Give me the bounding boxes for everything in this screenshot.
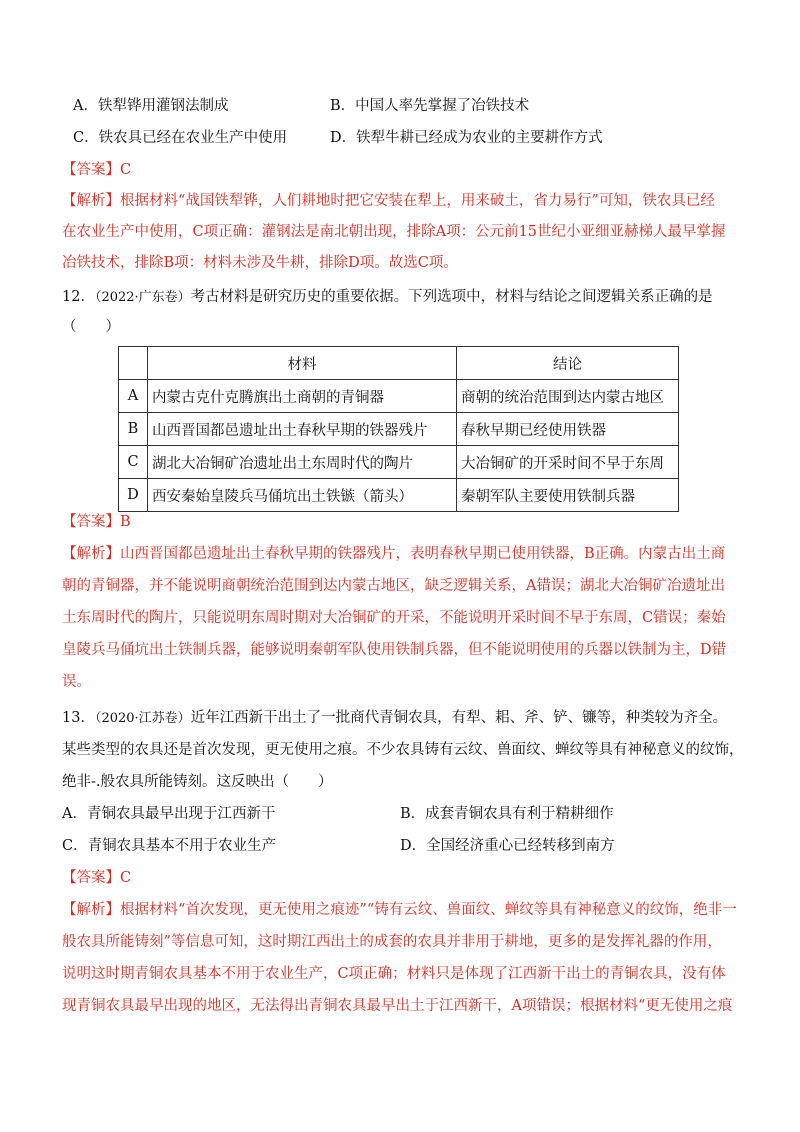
q12-analysis-line-1: [62, 544, 725, 564]
analysis-tag: 【解析】: [62, 193, 120, 209]
q12-analysis-line-2: 朝的青铜器，并不能说明商朝统治范围到达内蒙古地区，缺乏逻辑关系，A错误；湖北大冶铜矿冶遗址出: [62, 578, 725, 594]
answer-value: C: [120, 162, 132, 178]
answer-value: B: [120, 514, 131, 530]
q12-blank: （ ）: [62, 319, 120, 335]
q13-analysis-line-2: 般农具所能铸刻”等信息可知，这时期江西出土的成套的农具并非用于耕地，更多的是发挥礼器的作用，: [62, 934, 722, 950]
q13-analysis-line-3: 说明这时期青铜农具基本不用于农业生产，C项正确；材料只是体现了江西新干出土的青铜农具，没有体: [62, 966, 726, 982]
answer-tag: 【答案】: [62, 870, 120, 886]
table-cell: 大冶铜矿的开采时间不早于东周: [457, 446, 679, 479]
q12-answer: [62, 512, 131, 532]
q13-source: （2020·江苏卷）: [94, 711, 191, 726]
table-row: [119, 479, 679, 512]
table-cell: 西安秦始皇陵兵马俑坑出土铁镞（箭头）: [148, 479, 457, 512]
table-cell: 内蒙古克什克腾旗出土商朝的青铜器: [148, 380, 457, 413]
table-cell: D: [119, 479, 148, 512]
table-cell: C: [119, 446, 148, 479]
q12-stem-text: 考古材料是研究历史的重要依据。下列选项中，材料与结论之间逻辑关系正确的是: [190, 289, 713, 305]
q11-option-b: B．中国人率先掌握了冶铁技术: [330, 98, 530, 114]
q12-analysis-line-5: 误。: [62, 674, 91, 690]
answer-value: C: [120, 870, 132, 886]
q11-analysis-line-1: [62, 191, 715, 211]
q13-option-a: A．青铜农具最早出现于江西新干: [62, 806, 276, 822]
table-row: [119, 380, 679, 413]
q13-option-d: D．全国经济重心已经转移到南方: [400, 838, 615, 854]
q11-option-c: C．铁农具已经在农业生产中使用: [73, 130, 288, 146]
q11-analysis-line-3: 冶铁技术，排除B项：材料未涉及牛耕，排除D项。故选C项。: [62, 255, 458, 271]
q12-source: （2022·广东卷）: [94, 290, 191, 305]
q11-option-d: D．铁犁牛耕已经成为农业的主要耕作方式: [330, 130, 603, 146]
q13-stem-line-1: [62, 708, 727, 729]
q12-number: 12．: [62, 289, 95, 305]
q13-option-b: B．成套青铜农具有利于精耕细作: [400, 806, 614, 822]
q13-analysis-line-4: 现青铜农具最早出现的地区，无法得出青铜农具最早出土于江西新干，A项错误；根据材料“更无使用之痕: [62, 998, 733, 1014]
q11-option-a: A．铁犁铧用灌钢法制成: [73, 98, 229, 114]
q12-analysis-line-4: 皇陵兵马俑坑出土铁制兵器，能够说明秦朝军队使用铁制兵器，但不能说明使用的兵器以铁制为主，D错: [62, 642, 727, 658]
answer-tag: 【答案】: [62, 514, 120, 530]
answer-tag: 【答案】: [62, 162, 120, 178]
table-cell: 山西晋国都邑遗址出土春秋早期的铁器残片: [148, 413, 457, 446]
q11-answer: [62, 160, 131, 180]
table-header-cell: 材料: [148, 347, 457, 380]
q13-stem-line-2: 某些类型的农具还是首次发现，更无使用之痕。不少农具铸有云纹、兽面纹、蝉纹等具有神秘意义的纹饰，: [62, 742, 744, 758]
table-header-cell: [119, 347, 148, 380]
table-cell: 商朝的统治范围到达内蒙古地区: [457, 380, 679, 413]
analysis-tag: 【解析】: [62, 902, 120, 918]
q13-stem-text: 近年江西新干出土了一批商代青铜农具，有犁、耜、斧、铲、镰等，种类较为齐全。: [190, 710, 728, 726]
q13-option-c: C．青铜农具基本不用于农业生产: [62, 838, 277, 854]
table-header-cell: 结论: [457, 347, 679, 380]
table-cell: 湖北大冶铜矿冶遗址出土东周时代的陶片: [148, 446, 457, 479]
q13-stem-line-3: 绝非-.般农具所能铸刻。这反映出（ ）: [62, 774, 333, 790]
q13-number: 13．: [62, 710, 95, 726]
q12-table: [118, 346, 679, 512]
q12-analysis-line-3: 土东周时代的陶片，只能说明东周时期对大冶铜矿的开采，不能说明开采时间不早于东周，C错误；秦始: [62, 610, 726, 626]
q11-analysis-line-2: 在农业生产中使用，C项正确：灌钢法是南北朝出现，排除A项：公元前15世纪小亚细亚赫梯人最早掌握: [62, 224, 726, 240]
q13-answer: [62, 868, 131, 888]
q12-stem: [62, 287, 713, 308]
analysis-text: 山西晋国都邑遗址出土春秋早期的铁器残片，表明春秋早期已使用铁器，B正确。内蒙古出土商: [120, 546, 726, 562]
analysis-text: 根据材料“首次发现，更无使用之痕迹”“铸有云纹、兽面纹、蝉纹等具有神秘意义的纹饰，绝非一: [120, 902, 737, 918]
table-row: [119, 413, 679, 446]
table-cell: 春秋早期已经使用铁器: [457, 413, 679, 446]
table-header-row: [119, 347, 679, 380]
table-cell: A: [119, 380, 148, 413]
analysis-tag: 【解析】: [62, 546, 120, 562]
table-cell: B: [119, 413, 148, 446]
analysis-text: 根据材料“战国铁犁铧，人们耕地时把它安装在犁上，用来破土，省力易行”可知，铁农具已经: [120, 193, 715, 209]
table-cell: 秦朝军队主要使用铁制兵器: [457, 479, 679, 512]
table-row: [119, 446, 679, 479]
q13-analysis-line-1: [62, 900, 737, 920]
